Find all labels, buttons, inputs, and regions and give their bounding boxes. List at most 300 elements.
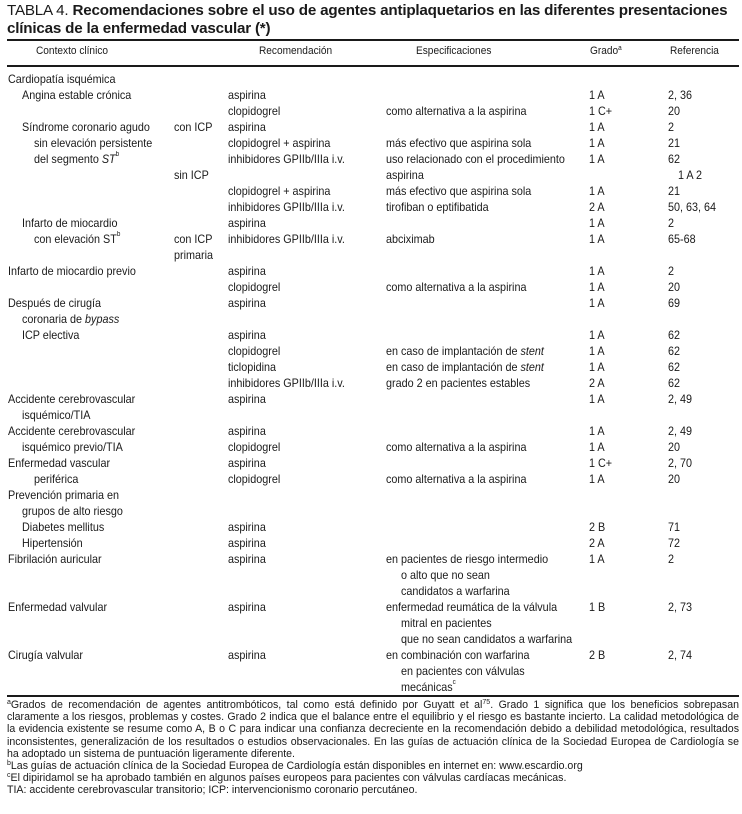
table-row <box>0 119 742 135</box>
cell-contexto <box>8 599 107 615</box>
cell-especificaciones <box>386 599 557 615</box>
cell-especificaciones-text: en combinación con warfarina <box>386 648 530 662</box>
cell-contexto-text: coronaria de <box>22 312 86 326</box>
cell-grado-text: 2 A <box>589 200 605 214</box>
cell-grado <box>589 647 605 663</box>
table-row <box>0 87 742 103</box>
cell-especificaciones-text: uso relacionado con el procedimiento <box>386 152 565 166</box>
cell-recomendacion <box>228 359 276 375</box>
cell-grado-text: 1 B <box>589 600 606 614</box>
table-row <box>0 647 742 663</box>
table-row <box>0 519 742 535</box>
cell-recomendacion-text: clopidogrel + aspirina <box>228 184 331 198</box>
cell-grado <box>589 439 605 455</box>
cell-grado <box>589 391 605 407</box>
cell-grado-text: 1 A <box>589 360 605 374</box>
table-label: TABLA 4. <box>7 2 69 19</box>
cell-especificaciones-text: más efectivo que aspirina sola <box>386 136 532 150</box>
cell-grado-text: 1 C+ <box>589 456 613 470</box>
footnote-a-marker: a <box>7 699 11 706</box>
cell-referencia <box>668 263 674 279</box>
cell-grado-text: 1 A <box>589 472 605 486</box>
cell-grado <box>589 519 605 535</box>
table-row <box>0 279 742 295</box>
table-row <box>0 391 742 407</box>
cell-referencia-text: 2 <box>668 216 675 230</box>
table-title-text: Recomendaciones sobre el uso de agentes antiplaquetarios en las diferentes presentaciones clínicas de la enfermedad vascular (*) <box>7 2 728 37</box>
cell-recomendacion-text: aspirina <box>228 392 266 406</box>
cell-referencia <box>668 471 680 487</box>
cell-referencia <box>668 359 680 375</box>
cell-recomendacion <box>228 519 266 535</box>
cell-contexto-text: grupos de alto riesgo <box>22 504 123 518</box>
table-row <box>0 71 742 87</box>
table-row <box>0 631 742 647</box>
footnote-a <box>7 699 739 760</box>
cell-recomendacion <box>228 535 266 551</box>
cell-referencia <box>668 599 692 615</box>
cell-grado <box>589 135 605 151</box>
footnote-abbrev: TIA: accidente cerebrovascular transitorio; ICP: intervencionismo coronario percutáneo. <box>7 784 418 797</box>
cell-recomendacion-text: aspirina <box>228 648 266 662</box>
table-row <box>0 295 742 311</box>
cell-referencia <box>668 551 674 567</box>
cell-especificaciones-text: aspirina <box>386 168 424 182</box>
cell-especificaciones-text: en pacientes de riesgo intermedio <box>386 552 549 566</box>
cell-grado-text: 1 A <box>589 552 605 566</box>
cell-recomendacion <box>228 439 280 455</box>
cell-recomendacion <box>228 199 345 215</box>
cell-grado <box>589 103 612 119</box>
cell-subcontexto <box>174 119 212 135</box>
cell-recomendacion-text: clopidogrel <box>228 440 281 454</box>
table-row <box>0 471 742 487</box>
cell-grado-text: 1 A <box>589 232 605 246</box>
table-row <box>0 183 742 199</box>
cell-referencia <box>668 375 680 391</box>
cell-especificaciones <box>386 647 529 663</box>
cell-contexto <box>22 87 131 103</box>
cell-especificaciones <box>401 631 572 647</box>
cell-contexto-text: isquémico previo/TIA <box>22 440 123 454</box>
cell-especificaciones-text: mitral en pacientes <box>401 616 492 630</box>
cell-especificaciones-text: que no sean candidatos a warfarina <box>401 632 573 646</box>
cell-grado-text: 2 B <box>589 520 606 534</box>
cell-grado <box>589 599 605 615</box>
table-row <box>0 167 742 183</box>
table-row <box>0 231 742 247</box>
cell-especificaciones <box>386 359 544 375</box>
footnote-a-ref: 75 <box>482 699 491 706</box>
cell-subcontexto-text: con ICP <box>174 120 213 134</box>
header-especificaciones: Especificaciones <box>416 45 492 57</box>
cell-especificaciones-text: abciximab <box>386 232 435 246</box>
cell-contexto-text: Diabetes mellitus <box>22 520 105 534</box>
cell-grado-text: 1 C+ <box>589 104 613 118</box>
cell-referencia-text: 2 <box>668 120 675 134</box>
table-row <box>0 247 742 263</box>
cell-especificaciones <box>401 615 492 631</box>
cell-recomendacion-text: aspirina <box>228 600 266 614</box>
cell-contexto-text: Accidente cerebrovascular <box>8 424 136 438</box>
cell-contexto <box>8 423 135 439</box>
table-row <box>0 311 742 327</box>
cell-referencia <box>668 199 716 215</box>
cell-contexto <box>22 535 83 551</box>
cell-referencia <box>668 87 692 103</box>
table-row <box>0 487 742 503</box>
footnote-a-text2: . Grado 1 significa que los beneficios sobrepasan claramente a los riesgos, problemas y costes. Grado 2 indica que el balance entre el equilibrio y el riesgo es bastante incierto. La calidad metodológica de la evidencia existente se resume como A, B o C para indicar una confianza decreciente en la recomendación debido a debilidad metodológica, resultados inconsistentes, generalización de los resultados o estudios observacionales. En las guías de actuación clínica de la Sociedad Europea de Cardiología se ha adoptado un sistema de puntuación ligeramente diferente. <box>7 699 739 760</box>
cell-recomendacion <box>228 183 330 199</box>
table-row <box>0 567 742 583</box>
cell-subcontexto <box>174 167 209 183</box>
cell-grado-text: 1 A <box>589 280 605 294</box>
cell-referencia <box>668 183 680 199</box>
cell-subcontexto <box>174 247 213 263</box>
cell-especificaciones <box>386 471 526 487</box>
cell-referencia-text: 21 <box>668 184 681 198</box>
cell-recomendacion <box>228 119 266 135</box>
cell-referencia-text: 2, 74 <box>668 648 693 662</box>
cell-recomendacion <box>228 599 266 615</box>
cell-grado-text: 1 A <box>589 296 605 310</box>
table-row <box>0 103 742 119</box>
table-row <box>0 343 742 359</box>
cell-grado-text: 2 A <box>589 376 605 390</box>
cell-grado-text: 1 A <box>589 264 605 278</box>
cell-especificaciones <box>401 679 456 695</box>
cell-grado-text: 1 A <box>589 120 605 134</box>
cell-referencia-text: 2, 73 <box>668 600 693 614</box>
table-row <box>0 359 742 375</box>
cell-grado <box>589 199 605 215</box>
cell-referencia-text: 62 <box>668 376 681 390</box>
st-italic: ST <box>101 152 116 166</box>
cell-especificaciones-sup: c <box>452 679 456 686</box>
cell-especificaciones <box>386 183 531 199</box>
cell-recomendacion-text: clopidogrel <box>228 344 281 358</box>
cell-referencia-text: 69 <box>668 296 681 310</box>
cell-referencia-text: 2, 49 <box>668 424 693 438</box>
cell-grado <box>589 215 605 231</box>
table-row <box>0 679 742 695</box>
top-rule <box>7 39 739 41</box>
table-row <box>0 263 742 279</box>
cell-contexto <box>34 151 119 167</box>
cell-referencia <box>668 439 680 455</box>
table-row <box>0 199 742 215</box>
cell-especificaciones-text: como alternativa a la aspirina <box>386 472 527 486</box>
cell-referencia <box>678 167 702 183</box>
cell-recomendacion <box>228 151 345 167</box>
cell-contexto <box>22 327 79 343</box>
cell-contexto <box>22 119 150 135</box>
cell-referencia-text: 20 <box>668 472 681 486</box>
cell-especificaciones-text: en caso de implantación de <box>386 360 521 374</box>
cell-grado <box>589 471 605 487</box>
cell-referencia <box>668 295 680 311</box>
cell-especificaciones-text: más efectivo que aspirina sola <box>386 184 532 198</box>
cell-recomendacion-text: aspirina <box>228 264 266 278</box>
cell-grado <box>589 359 605 375</box>
cell-referencia <box>668 327 680 343</box>
cell-grado <box>589 87 605 103</box>
cell-grado <box>589 551 605 567</box>
cell-recomendacion <box>228 295 266 311</box>
table-row <box>0 151 742 167</box>
table-row <box>0 535 742 551</box>
table-row <box>0 423 742 439</box>
header-contexto: Contexto clínico <box>36 45 109 57</box>
cell-contexto-text: Enfermedad valvular <box>8 600 108 614</box>
cell-grado <box>589 151 605 167</box>
cell-subcontexto-text: con ICP <box>174 232 213 246</box>
cell-grado <box>589 279 605 295</box>
cell-recomendacion-text: clopidogrel + aspirina <box>228 136 331 150</box>
cell-especificaciones <box>401 583 510 599</box>
cell-referencia-text: 2, 49 <box>668 392 693 406</box>
cell-referencia <box>668 343 680 359</box>
cell-recomendacion-text: aspirina <box>228 88 266 102</box>
cell-grado <box>589 231 605 247</box>
cell-especificaciones-text: como alternativa a la aspirina <box>386 440 527 454</box>
table-row <box>0 551 742 567</box>
cell-referencia-text: 72 <box>668 536 681 550</box>
cell-contexto <box>8 295 101 311</box>
cell-recomendacion-text: aspirina <box>228 456 266 470</box>
cell-recomendacion-text: aspirina <box>228 536 266 550</box>
cell-grado <box>589 183 605 199</box>
cell-grado-text: 1 A <box>589 88 605 102</box>
cell-contexto <box>8 455 110 471</box>
footnote-b-text: Las guías de actuación clínica de la Sociedad Europea de Cardiología están disponibles en internet en: www.escardio.org <box>10 760 583 773</box>
cell-contexto-text: Fibrilación auricular <box>8 552 102 566</box>
cell-contexto <box>8 71 115 87</box>
cell-contexto <box>8 487 119 503</box>
cell-especificaciones-text: enfermedad reumática de la válvula <box>386 600 558 614</box>
cell-contexto-italic: bypass <box>85 312 120 326</box>
cell-subcontexto <box>174 231 212 247</box>
cell-subcontexto-text: sin ICP <box>174 168 209 182</box>
table-row <box>0 503 742 519</box>
cell-contexto-text: Infarto de miocardio <box>22 216 118 230</box>
cell-especificaciones <box>386 279 526 295</box>
cell-contexto-text: isquémico/TIA <box>22 408 91 422</box>
cell-especificaciones <box>386 167 424 183</box>
table-row <box>0 407 742 423</box>
cell-contexto-text: con elevación ST <box>34 232 117 246</box>
cell-referencia-text: 20 <box>668 104 681 118</box>
cell-recomendacion-text: clopidogrel <box>228 104 281 118</box>
cell-contexto-sup: b <box>115 151 120 158</box>
cell-contexto-text: Síndrome coronario agudo <box>22 120 150 134</box>
cell-referencia <box>668 279 680 295</box>
cell-referencia <box>668 455 692 471</box>
cell-grado-text: 2 A <box>589 536 605 550</box>
table-row <box>0 455 742 471</box>
cell-especificaciones-text: grado 2 en pacientes estables <box>386 376 531 390</box>
cell-referencia-text: 71 <box>668 520 681 534</box>
cell-grado <box>589 295 605 311</box>
cell-recomendacion-text: ticlopidina <box>228 360 277 374</box>
header-referencia: Referencia <box>670 45 719 57</box>
footnote-c-marker: c <box>7 772 11 780</box>
cell-contexto <box>8 391 135 407</box>
cell-referencia <box>668 151 680 167</box>
cell-grado <box>589 535 605 551</box>
cell-contexto-text: Accidente cerebrovascular <box>8 392 136 406</box>
cell-referencia <box>668 103 680 119</box>
cell-grado-text: 1 A <box>589 328 605 342</box>
cell-especificaciones-text: en pacientes con válvulas <box>401 664 525 678</box>
header-grado-text: Grado <box>590 45 619 57</box>
cell-recomendacion <box>228 375 345 391</box>
table-row <box>0 583 742 599</box>
cell-contexto <box>34 135 152 151</box>
cell-especificaciones-text: mecánicas <box>401 680 453 694</box>
cell-contexto-sup: b <box>116 231 121 238</box>
cell-especificaciones <box>386 375 530 391</box>
cell-contexto-text: Hipertensión <box>22 536 83 550</box>
cell-especificaciones <box>386 199 489 215</box>
cell-contexto <box>22 215 117 231</box>
table-title <box>7 2 739 38</box>
cell-referencia-text: 1 A 2 <box>678 168 703 182</box>
cell-referencia-text: 65-68 <box>668 232 696 246</box>
cell-recomendacion <box>228 231 345 247</box>
cell-recomendacion-text: aspirina <box>228 296 266 310</box>
cell-referencia <box>668 647 692 663</box>
cell-referencia <box>668 535 680 551</box>
cell-grado-text: 1 A <box>589 152 605 166</box>
cell-subcontexto-text: primaria <box>174 248 214 262</box>
table-row <box>0 615 742 631</box>
cell-contexto <box>8 551 102 567</box>
cell-referencia-text: 20 <box>668 440 681 454</box>
cell-recomendacion <box>228 279 280 295</box>
table-row <box>0 135 742 151</box>
cell-recomendacion-text: inhibidores GPIIb/IIIa i.v. <box>228 152 345 166</box>
cell-contexto-text: Cirugía valvular <box>8 648 84 662</box>
cell-contexto-text: del segmento <box>34 152 102 166</box>
cell-contexto <box>34 231 120 247</box>
cell-recomendacion <box>228 135 330 151</box>
cell-recomendacion-text: inhibidores GPIIb/IIIa i.v. <box>228 376 345 390</box>
cell-referencia-text: 21 <box>668 136 681 150</box>
footnote-c-text: El dipiridamol se ha aprobado también en algunos países europeos para pacientes con válvulas cardíacas mecánicas. <box>10 772 567 785</box>
cell-recomendacion-text: inhibidores GPIIb/IIIa i.v. <box>228 200 345 214</box>
cell-especificaciones-italic: stent <box>520 360 544 374</box>
cell-especificaciones <box>386 343 544 359</box>
cell-especificaciones-text: candidatos a warfarina <box>401 584 510 598</box>
cell-contexto <box>8 647 83 663</box>
cell-referencia-text: 2 <box>668 552 675 566</box>
cell-especificaciones-text: tirofiban o eptifibatida <box>386 200 489 214</box>
cell-recomendacion <box>228 87 266 103</box>
cell-contexto-text: Infarto de miocardio previo <box>8 264 136 278</box>
cell-especificaciones <box>386 439 526 455</box>
cell-contexto-text: Prevención primaria en <box>8 488 120 502</box>
cell-recomendacion-text: aspirina <box>228 328 266 342</box>
cell-contexto-text: Angina estable crónica <box>22 88 132 102</box>
cell-referencia-text: 62 <box>668 360 681 374</box>
cell-grado <box>589 263 605 279</box>
cell-recomendacion <box>228 327 266 343</box>
table-row <box>0 215 742 231</box>
cell-grado-text: 1 A <box>589 136 605 150</box>
cell-especificaciones <box>401 663 525 679</box>
cell-grado <box>589 375 605 391</box>
cell-especificaciones <box>386 151 565 167</box>
cell-especificaciones-text: en caso de implantación de <box>386 344 521 358</box>
cell-recomendacion <box>228 423 266 439</box>
cell-referencia <box>668 231 696 247</box>
cell-especificaciones-italic: stent <box>520 344 544 358</box>
cell-referencia-text: 2, 70 <box>668 456 693 470</box>
cell-referencia-text: 2 <box>668 264 675 278</box>
cell-recomendacion-text: clopidogrel <box>228 280 281 294</box>
cell-grado-text: 2 B <box>589 648 606 662</box>
cell-referencia <box>668 135 680 151</box>
cell-grado <box>589 455 612 471</box>
cell-grado-text: 1 A <box>589 440 605 454</box>
footnote-a-text1: Grados de recomendación de agentes antitrombóticos, tal como está definido por Guyatt et al <box>10 699 483 711</box>
cell-recomendacion <box>228 455 266 471</box>
cell-referencia <box>668 519 680 535</box>
cell-contexto <box>22 311 119 327</box>
cell-recomendacion <box>228 391 266 407</box>
cell-grado-text: 1 A <box>589 424 605 438</box>
cell-contexto-text: periférica <box>34 472 79 486</box>
cell-contexto-text: Después de cirugía <box>8 296 102 310</box>
cell-recomendacion <box>228 215 266 231</box>
cell-referencia-text: 2, 36 <box>668 88 693 102</box>
cell-referencia-text: 62 <box>668 344 681 358</box>
cell-especificaciones <box>386 231 435 247</box>
table-row <box>0 663 742 679</box>
footnotes <box>7 699 739 797</box>
cell-contexto-text: Enfermedad vascular <box>8 456 111 470</box>
cell-contexto <box>8 263 136 279</box>
cell-contexto-text: sin elevación persistente <box>34 136 153 150</box>
cell-referencia-text: 62 <box>668 152 681 166</box>
cell-especificaciones <box>401 567 490 583</box>
cell-recomendacion-text: aspirina <box>228 120 266 134</box>
cell-recomendacion-text: aspirina <box>228 520 266 534</box>
cell-recomendacion-text: aspirina <box>228 552 266 566</box>
cell-grado <box>589 119 605 135</box>
footnote-b <box>7 760 739 772</box>
table-row <box>0 439 742 455</box>
bottom-rule <box>7 695 739 697</box>
cell-especificaciones-text: como alternativa a la aspirina <box>386 104 527 118</box>
cell-contexto <box>34 471 78 487</box>
cell-grado-text: 1 A <box>589 184 605 198</box>
cell-contexto-text: Cardiopatía isquémica <box>8 72 116 86</box>
cell-contexto <box>22 407 90 423</box>
cell-grado <box>589 327 605 343</box>
header-rule <box>7 65 739 67</box>
cell-especificaciones-text: como alternativa a la aspirina <box>386 280 527 294</box>
cell-recomendacion-text: inhibidores GPIIb/IIIa i.v. <box>228 232 345 246</box>
cell-recomendacion-text: clopidogrel <box>228 472 281 486</box>
cell-referencia <box>668 119 674 135</box>
cell-contexto-text: ICP electiva <box>22 328 80 342</box>
cell-contexto <box>22 503 123 519</box>
header-grado-sup: a <box>618 45 622 52</box>
table-row <box>0 327 742 343</box>
cell-recomendacion <box>228 103 280 119</box>
